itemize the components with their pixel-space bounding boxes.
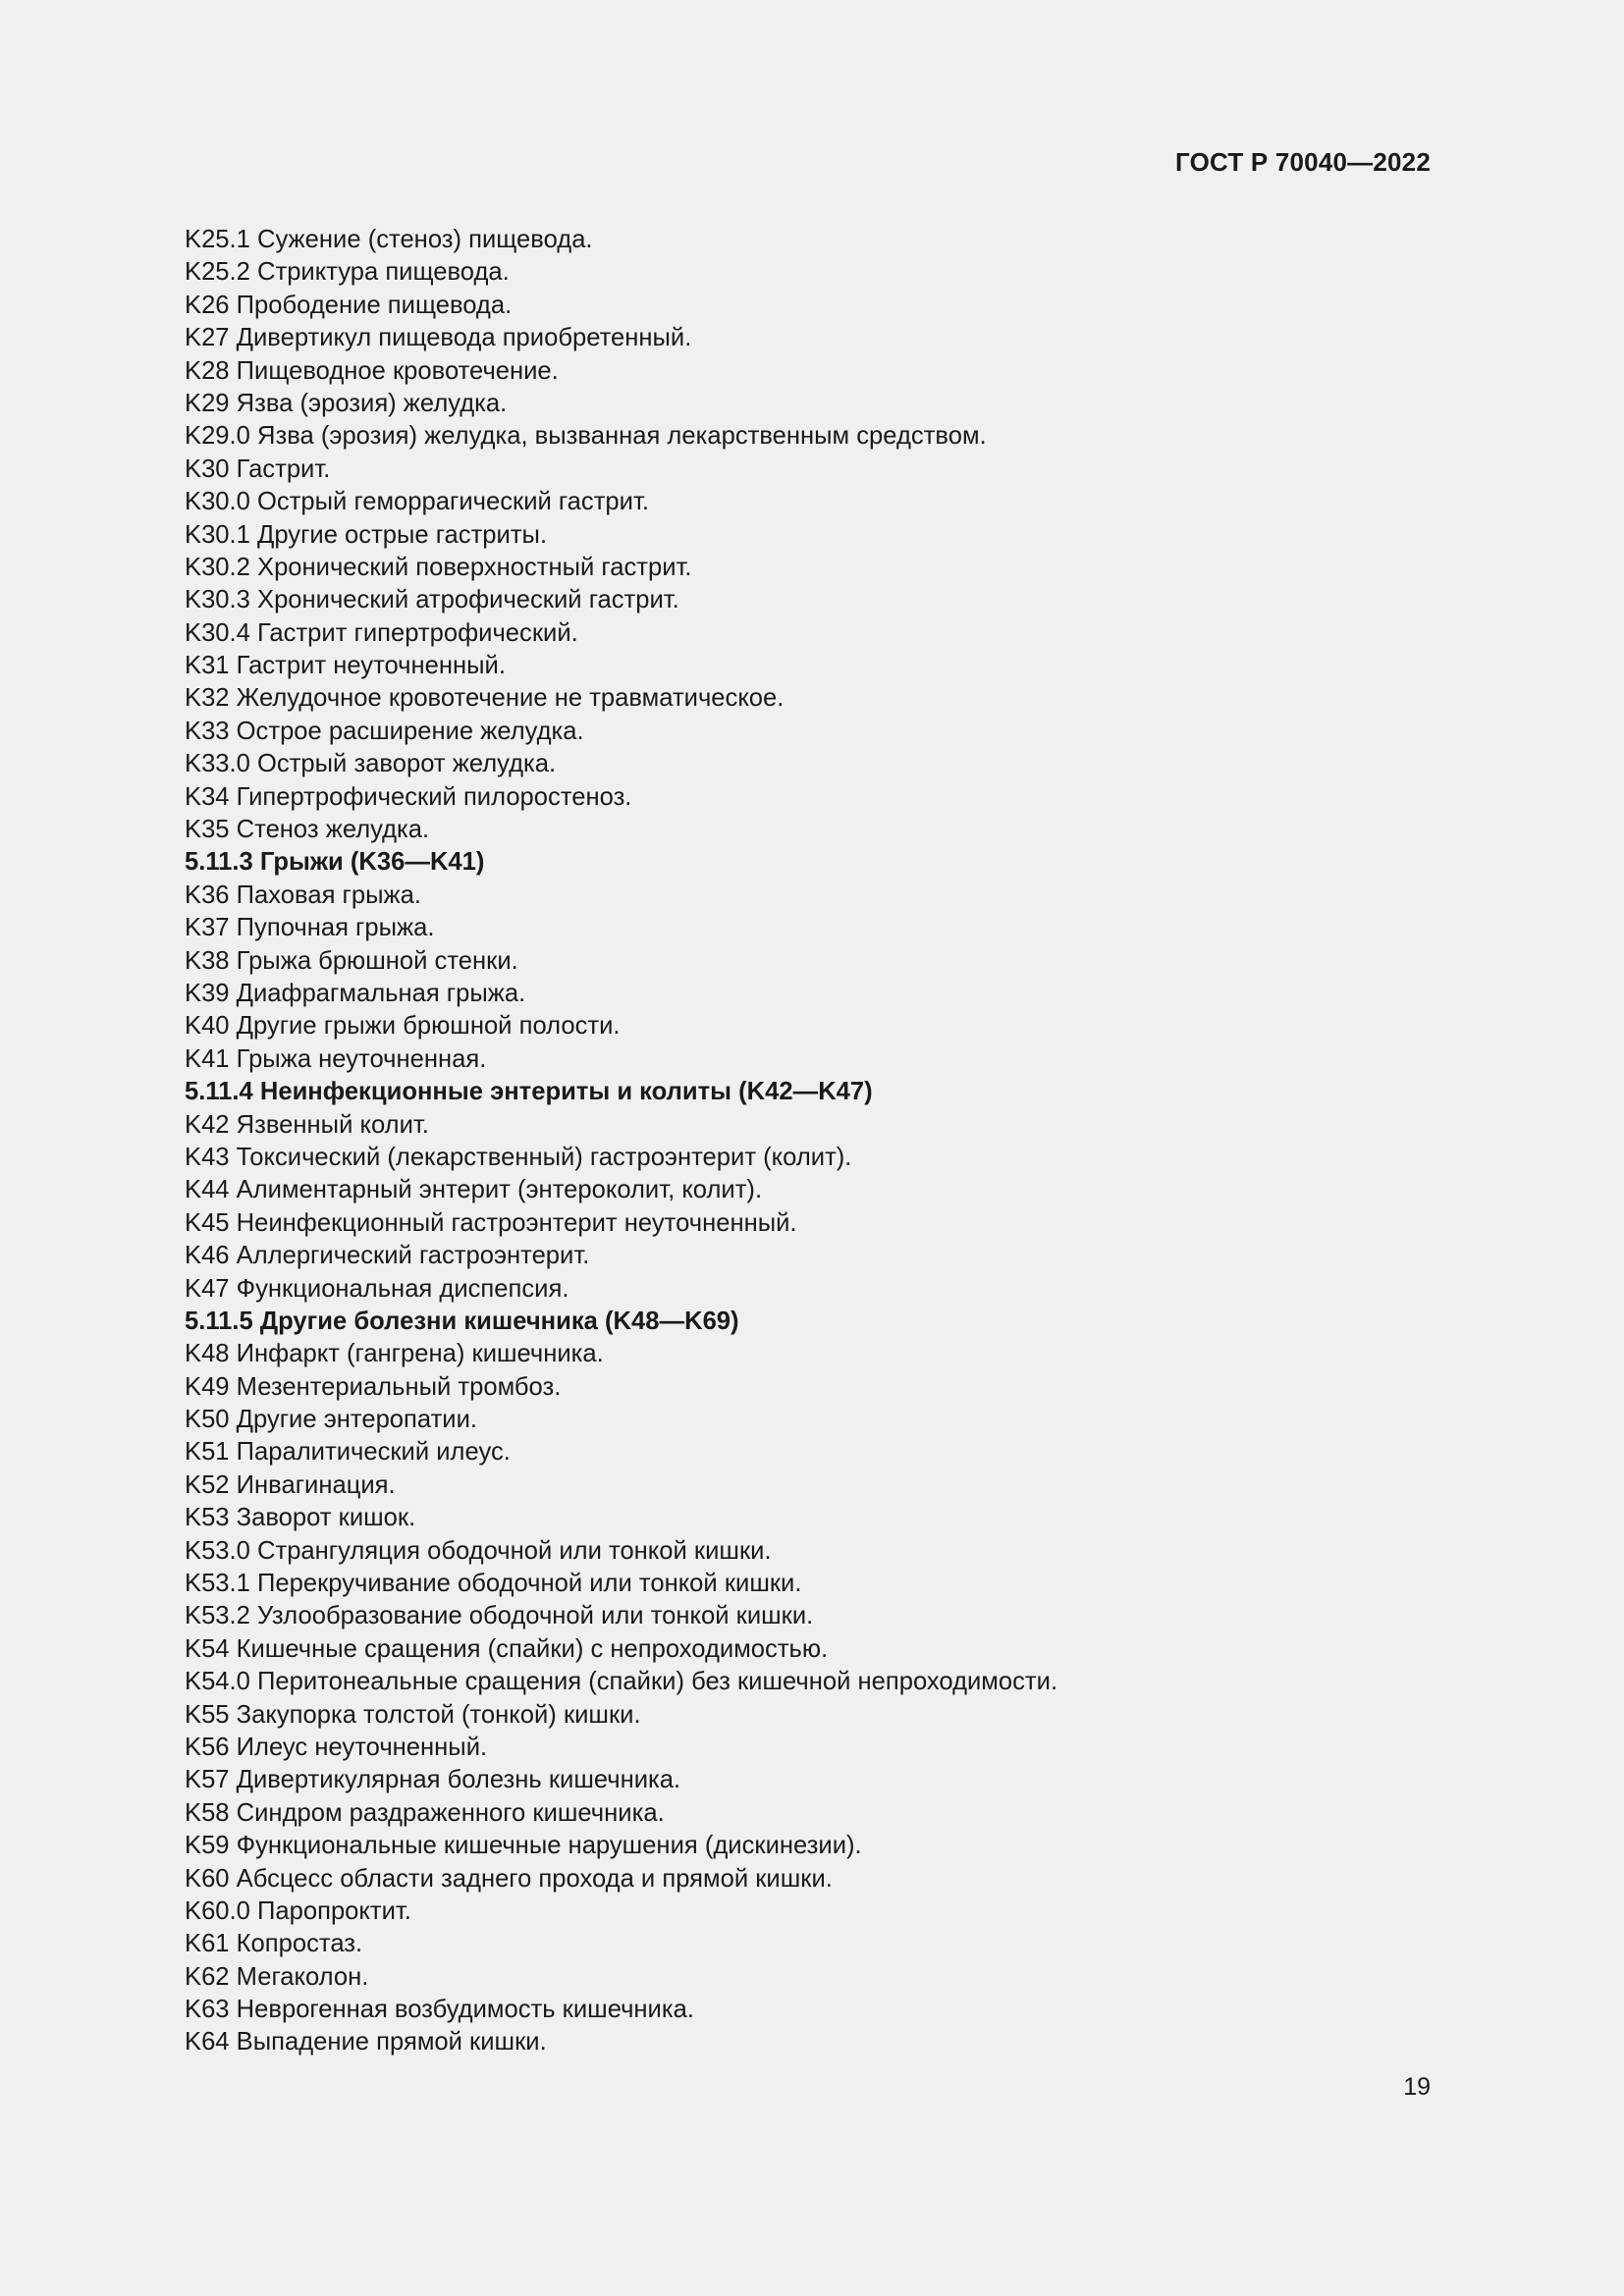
list-item: K41 Грыжа неуточненная. xyxy=(185,1044,487,1073)
standard-code-header: ГОСТ Р 70040—2022 xyxy=(1175,147,1431,177)
list-item: K54.0 Перитонеальные сращения (спайки) без кишечной непроходимости. xyxy=(185,1668,1058,1696)
list-item: K50 Другие энтеропатии. xyxy=(185,1406,477,1434)
list-item: K58 Синдром раздраженного кишечника. xyxy=(185,1798,665,1827)
section-heading: 5.11.3 Грыжи (K36—K41) xyxy=(185,848,485,877)
list-item: K29 Язва (эрозия) желудка. xyxy=(185,389,508,417)
list-item: K51 Паралитический илеус. xyxy=(185,1438,511,1467)
list-item: K46 Аллергический гастроэнтерит. xyxy=(185,1242,590,1270)
list-item: K42 Язвенный колит. xyxy=(185,1110,429,1139)
list-item: K61 Копростаз. xyxy=(185,1930,363,1958)
list-item: K30.1 Другие острые гастриты. xyxy=(185,520,548,549)
list-item: K28 Пищеводное кровотечение. xyxy=(185,356,559,385)
list-item: K62 Мегаколон. xyxy=(185,1962,369,1991)
section-heading: 5.11.4 Неинфекционные энтериты и колиты (K42—K47) xyxy=(185,1078,873,1106)
section-heading: 5.11.5 Другие болезни кишечника (K48—K69) xyxy=(185,1307,739,1335)
list-item: K56 Илеус неуточненный. xyxy=(185,1733,488,1761)
list-item: K30.2 Хронический поверхностный гастрит. xyxy=(185,553,692,581)
list-item: K49 Мезентериальный тромбоз. xyxy=(185,1372,562,1401)
list-item: K54 Кишечные сращения (спайки) с непроходимостью. xyxy=(185,1634,829,1663)
list-item: K43 Токсический (лекарственный) гастроэнтерит (колит). xyxy=(185,1143,852,1171)
list-item: K53 Заворот кишок. xyxy=(185,1504,416,1532)
list-item: K33 Острое расширение желудка. xyxy=(185,717,584,745)
list-item: K39 Диафрагмальная грыжа. xyxy=(185,979,526,1007)
list-item: K37 Пупочная грыжа. xyxy=(185,914,435,942)
list-item: K44 Алиментарный энтерит (энтероколит, колит). xyxy=(185,1176,763,1204)
list-item: K25.2 Стриктура пищевода. xyxy=(185,258,510,287)
list-item: K60 Абсцесс области заднего прохода и прямой кишки. xyxy=(185,1864,833,1893)
list-item: K57 Дивертикулярная болезнь кишечника. xyxy=(185,1766,681,1794)
list-item: K60.0 Паропроктит. xyxy=(185,1896,411,1925)
list-item: K53.2 Узлообразование ободочной или тонкой кишки. xyxy=(185,1602,814,1630)
list-item: K38 Грыжа брюшной стенки. xyxy=(185,946,518,975)
list-item: K36 Паховая грыжа. xyxy=(185,881,421,909)
page-number: 19 xyxy=(1403,2073,1431,2101)
list-item: K47 Функциональная диспепсия. xyxy=(185,1274,569,1303)
list-item: K32 Желудочное кровотечение не травматическое. xyxy=(185,684,785,713)
list-item: K31 Гастрит неуточненный. xyxy=(185,652,506,680)
list-item: K30.4 Гастрит гипертрофический. xyxy=(185,618,578,647)
code-list xyxy=(185,224,1441,2059)
list-item: K64 Выпадение прямой кишки. xyxy=(185,2028,547,2056)
list-item: K53.0 Странгуляция ободочной или тонкой кишки. xyxy=(185,1536,772,1565)
list-item: K30.0 Острый геморрагический гастрит. xyxy=(185,488,649,516)
list-item: K27 Дивертикул пищевода приобретенный. xyxy=(185,324,692,352)
list-item: K63 Неврогенная возбудимость кишечника. xyxy=(185,1996,694,2024)
list-item: K53.1 Перекручивание ободочной или тонкой кишки. xyxy=(185,1570,802,1598)
list-item: K59 Функциональные кишечные нарушения (дискинезии). xyxy=(185,1832,862,1860)
list-item: K30.3 Хронический атрофический гастрит. xyxy=(185,586,679,614)
list-item: K30 Гастрит. xyxy=(185,454,331,483)
list-item: K55 Закупорка толстой (тонкой) кишки. xyxy=(185,1700,641,1729)
list-item: K29.0 Язва (эрозия) желудка, вызванная лекарственным средством. xyxy=(185,422,987,451)
list-item: K26 Прободение пищевода. xyxy=(185,291,513,319)
list-item: K52 Инвагинация. xyxy=(185,1470,396,1499)
list-item: K45 Неинфекционный гастроэнтерит неуточненный. xyxy=(185,1208,797,1237)
list-item: K25.1 Сужение (стеноз) пищевода. xyxy=(185,226,593,253)
list-item: K40 Другие грыжи брюшной полости. xyxy=(185,1012,621,1041)
list-item: K48 Инфаркт (гангрена) кишечника. xyxy=(185,1340,604,1368)
list-item: K35 Стеноз желудка. xyxy=(185,816,430,844)
list-item: K33.0 Острый заворот желудка. xyxy=(185,750,557,778)
list-item: K34 Гипертрофический пилоростеноз. xyxy=(185,782,632,811)
